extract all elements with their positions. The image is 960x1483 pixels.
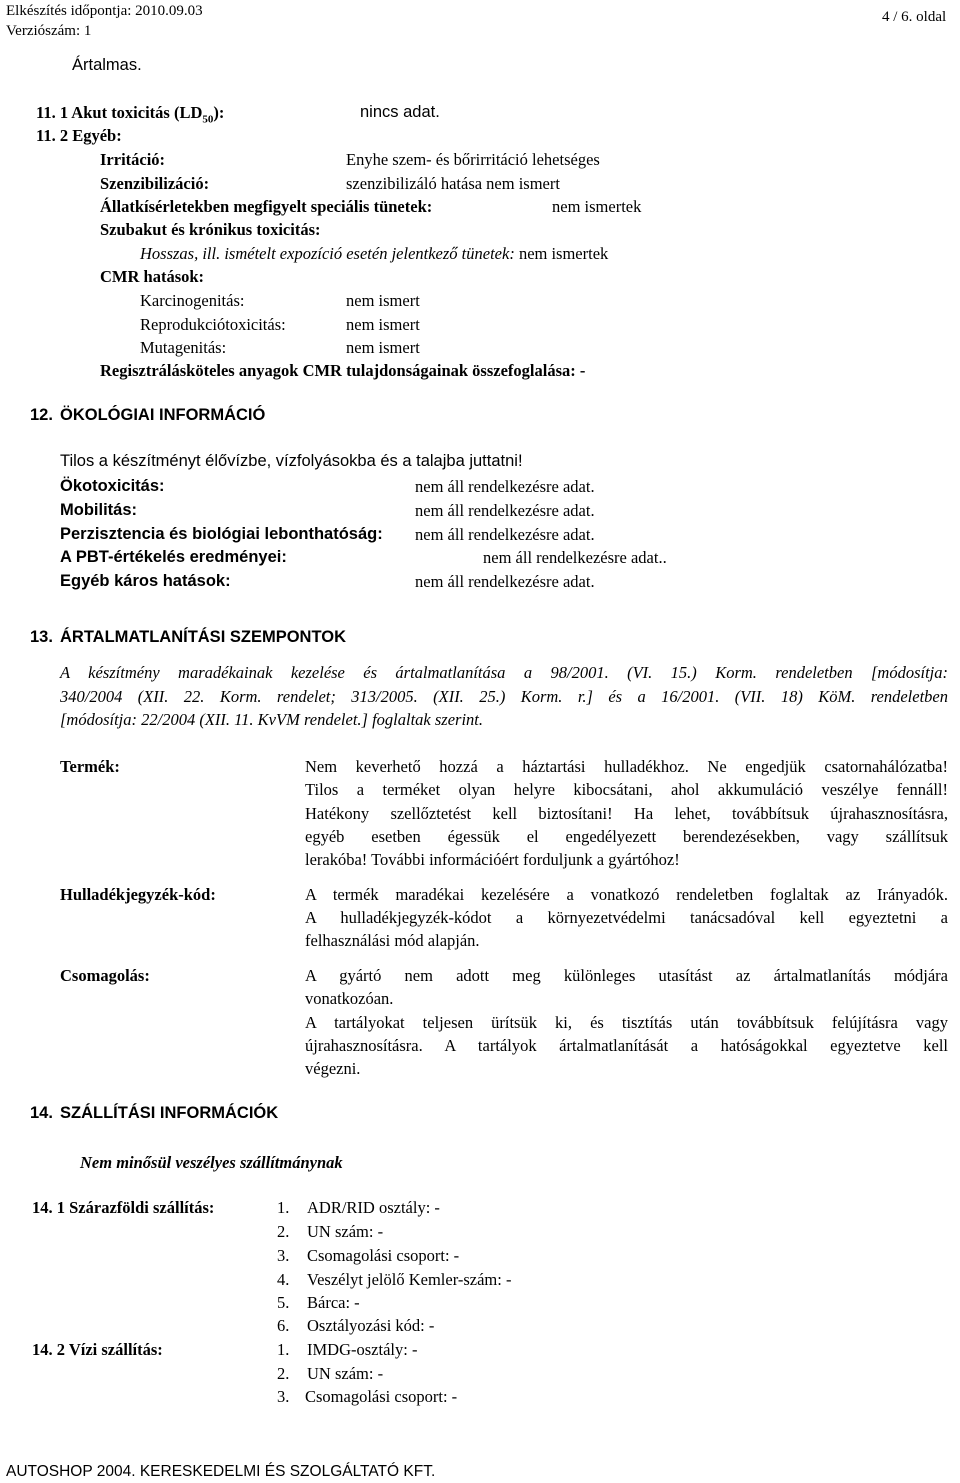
sensitization-label: Szenzibilizáció: — [100, 174, 210, 193]
waste-code-label: Hulladékjegyzék-kód: — [60, 885, 216, 904]
packaging-line-3: A tartályokat teljesen ürítsük ki, és tisztítás után továbbítsuk felújításra vagy — [305, 1013, 948, 1032]
animal-test-label: Állatkísérletekben megfigyelt speciális tünetek: — [100, 197, 433, 216]
cmr-heading: CMR hatások: — [100, 267, 205, 286]
persistence-value: nem áll rendelkezésre adat. — [415, 525, 595, 544]
subacute-toxicity-label: Szubakut és krónikus toxicitás: — [100, 220, 321, 239]
persistence-label: Perzisztencia és biológiai lebonthatóság: — [60, 525, 383, 543]
mobility-label: Mobilitás: — [60, 501, 137, 519]
packaging-label: Csomagolás: — [60, 966, 150, 985]
land-item-5-number: 5. — [277, 1293, 290, 1312]
other-effects-label: Egyéb káros hatások: — [60, 572, 231, 590]
product-line-1: Nem keverhető hozzá a háztartási hulladékhoz. Ne engedjük csatornahálózatba! — [305, 757, 948, 776]
product-label: Termék: — [60, 757, 120, 776]
version-number: Verziószám: 1 — [6, 23, 92, 39]
repeated-exposure-label: Hosszas, ill. ismételt expozíció esetén jelentkező tünetek: — [140, 244, 515, 263]
land-item-4: Veszélyt jelölő Kemler-szám: - — [307, 1270, 512, 1289]
eco-warning: Tilos a készítményt élővízbe, vízfolyásokba és a talajba juttatni! — [60, 452, 523, 470]
water-item-1-number: 1. — [277, 1340, 290, 1359]
other-heading: 11. 2 Egyéb: — [36, 126, 122, 145]
ecotoxicity-label: Ökotoxicitás: — [60, 477, 165, 495]
disposal-intro-line-2: 340/2004 (XII. 22. Korm. rendelet; 313/2005. (XII. 25.) Korm. r.] és a 16/2001. (VII. 18) KöM. rendeletben — [60, 687, 948, 706]
cmr-reprotoxicity-value: nem ismert — [346, 315, 420, 334]
cmr-mutagenicity-label: Mutagenitás: — [140, 338, 227, 357]
section-13-title: ÁRTALMATLANÍTÁSI SZEMPONTOK — [60, 628, 346, 646]
disposal-intro-line-3: [módosítja: 22/2004 (XII. 11. KvVM rendelet.] foglaltak szerint. — [60, 710, 483, 729]
product-line-5: lerakóba! További információért forduljunk a gyártóhoz! — [305, 850, 680, 869]
cmr-summary: Regisztrálásköteles anyagok CMR tulajdonságainak összefoglalása: - — [100, 361, 586, 380]
waste-code-line-3: felhasználási mód alapján. — [305, 931, 480, 950]
transport-note: Nem minősül veszélyes szállítmánynak — [80, 1153, 343, 1172]
section-12-number: 12. — [30, 406, 53, 424]
repeated-exposure-line — [140, 244, 608, 264]
product-line-3: Hatékony szellőztetést kell biztosítani! Ha lehet, továbbítsuk újrahasznosításra, — [305, 804, 948, 823]
repeated-exposure-value: nem ismertek — [518, 244, 609, 263]
water-item-3-number: 3. — [277, 1387, 290, 1406]
product-line-2: Tilos a terméket olyan helyre kibocsátani, ahol akkumuláció veszélye fennáll! — [305, 780, 948, 799]
acute-toxicity-value: nincs adat. — [360, 103, 440, 121]
section-14-number: 14. — [30, 1104, 53, 1122]
irritation-value: Enyhe szem- és bőrirritáció lehetséges — [346, 150, 600, 169]
waste-code-line-1: A termék maradékai kezelésére a vonatkozó rendeletben foglaltak az Irányadók. — [305, 885, 948, 904]
packaging-line-2: vonatkozóan. — [305, 989, 394, 1008]
cmr-mutagenicity-value: nem ismert — [346, 338, 420, 357]
mobility-value: nem áll rendelkezésre adat. — [415, 501, 595, 520]
land-item-3-number: 3. — [277, 1246, 290, 1265]
disposal-intro-line-1: A készítmény maradékainak kezelése és ártalmatlanítása a 98/2001. (VI. 15.) Korm. rendeletben [módosítja: — [60, 663, 948, 682]
land-item-2-number: 2. — [277, 1222, 290, 1241]
packaging-line-1: A gyártó nem adott meg különleges utasítást az ártalmatlanítás módjára — [305, 966, 948, 985]
land-item-4-number: 4. — [277, 1270, 290, 1289]
page-number: 4 / 6. oldal — [882, 9, 947, 25]
irritation-label: Irritáció: — [100, 150, 166, 169]
other-effects-value: nem áll rendelkezésre adat. — [415, 572, 595, 591]
acute-toxicity-label: 11. 1 Akut toxicitás $(LD_{50})$: — [36, 103, 225, 126]
land-item-5: Bárca: - — [307, 1293, 360, 1312]
cmr-carcinogenicity-value: nem ismert — [346, 291, 420, 310]
section-14-title: SZÁLLÍTÁSI INFORMÁCIÓK — [60, 1104, 279, 1122]
land-item-6: Osztályozási kód: - — [307, 1316, 435, 1335]
animal-test-value: nem ismertek — [552, 197, 642, 216]
product-line-4: egyéb esetben égessük el engedélyezett berendezésekben, vagy szállítsuk — [305, 827, 948, 846]
packaging-line-5: végezni. — [305, 1059, 361, 1078]
water-item-2: UN szám: - — [307, 1364, 384, 1383]
footer-company: AUTOSHOP 2004. KERESKEDELMI ÉS SZOLGÁLTATÓ KFT. — [6, 1463, 436, 1480]
land-item-2: UN szám: - — [307, 1222, 384, 1241]
water-item-2-number: 2. — [277, 1364, 290, 1383]
ecotoxicity-value: nem áll rendelkezésre adat. — [415, 477, 595, 496]
creation-date: Elkészítés időpontja: 2010.09.03 — [6, 3, 203, 19]
pbt-value: nem áll rendelkezésre adat.. — [483, 548, 667, 567]
water-item-1: IMDG-osztály: - — [307, 1340, 418, 1359]
packaging-line-4: újrahasznosításra. A tartályok ártalmatlanítását a hatóságokkal egyeztetve kell — [305, 1036, 948, 1055]
land-transport-label: 14. 1 Szárazföldi szállítás: — [32, 1198, 215, 1217]
pbt-label: A PBT-értékelés eredményei: — [60, 548, 287, 566]
section-12-title: ÖKOLÓGIAI INFORMÁCIÓ — [60, 406, 266, 424]
waste-code-line-2: A hulladékjegyzék-kódot a környezetvédelmi tanácsadóval kell egyeztetni a — [305, 908, 948, 927]
water-transport-label: 14. 2 Vízi szállítás: — [32, 1340, 163, 1359]
cmr-reprotoxicity-label: Reprodukciótoxicitás: — [140, 315, 286, 334]
land-item-6-number: 6. — [277, 1316, 290, 1335]
section-13-number: 13. — [30, 628, 53, 646]
sensitization-value: szenzibilizáló hatása nem ismert — [346, 174, 560, 193]
land-item-1: ADR/RID osztály: - — [307, 1198, 440, 1217]
harmful-label: Ártalmas. — [72, 56, 142, 74]
land-item-3: Csomagolási csoport: - — [307, 1246, 460, 1265]
land-item-1-number: 1. — [277, 1198, 290, 1217]
cmr-carcinogenicity-label: Karcinogenitás: — [140, 291, 245, 310]
water-item-3: Csomagolási csoport: - — [305, 1387, 458, 1406]
